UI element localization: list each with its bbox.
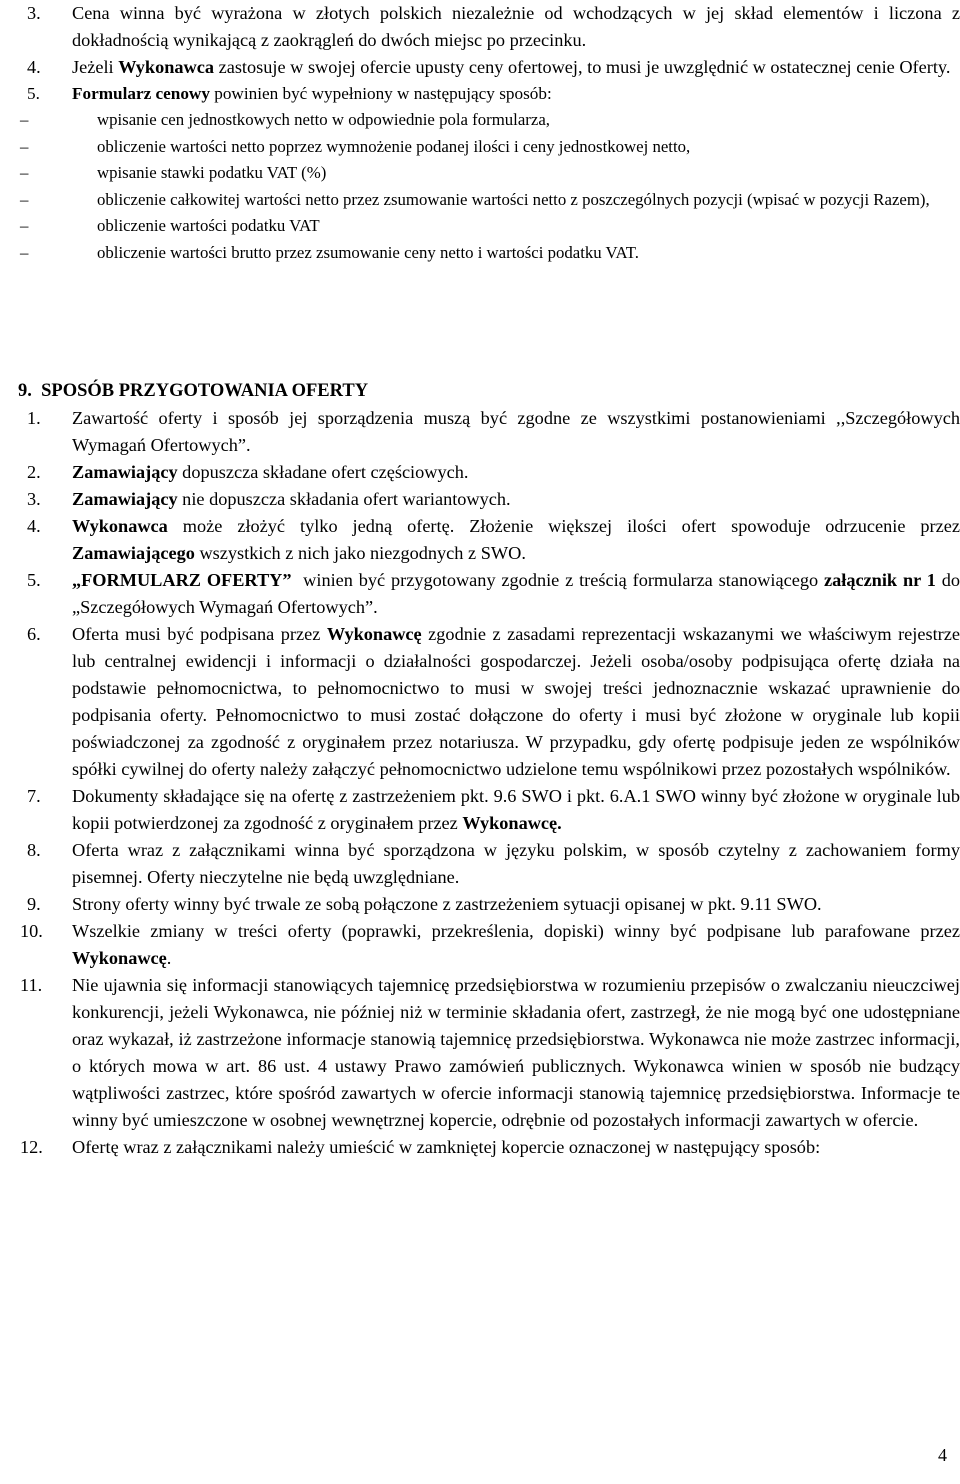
item-number: 1. [27, 408, 41, 428]
item-number: 7. [27, 786, 41, 806]
item-number: 5. [27, 84, 40, 103]
list-item-9-2 [27, 459, 960, 486]
dash-item [20, 240, 960, 267]
item-number: 12. [20, 1137, 43, 1157]
list-item-9-7 [27, 783, 960, 837]
item-number: 10. [20, 921, 43, 941]
item-number: 4. [27, 57, 41, 77]
dash-item [20, 134, 960, 161]
list-item-9-4 [27, 513, 960, 567]
section-heading: 9. SPOSÓB PRZYGOTOWANIA OFERTY [18, 381, 369, 401]
list-item-9-11 [20, 972, 960, 1134]
item-text: Cena winna być wyrażona w złotych polskich niezależnie od wchodzących w jej skład elementów i liczona z dokładnością wynikającą z zaokrągleń do dwóch miejsc po przecinku. [72, 3, 960, 50]
item-text: Ofertę wraz z załącznikami należy umieścić w zamkniętej kopercie oznaczonej w następujący sposób: [72, 1137, 821, 1157]
dash-text: obliczenie całkowitej wartości netto przez zsumowanie wartości netto z poszczególnych pozycji (wpisać w pozycji Razem), [97, 189, 930, 209]
dash-text: obliczenie wartości netto poprzez wymnożenie podanej ilości i ceny jednostkowej netto, [97, 136, 691, 156]
dash-marker: – [20, 242, 29, 262]
item-text: Oferta wraz z załącznikami winna być sporządzona w języku polskim, w sposób czytelny z zachowaniem formy pisemnej. Oferty nieczytelne nie będą uwzględniane. [72, 840, 960, 887]
item-text: Oferta musi być podpisana przez [72, 624, 327, 644]
section-8-continued [0, 0, 960, 266]
item-number: 2. [27, 462, 41, 482]
list-item-8-4 [27, 54, 960, 81]
dash-marker: – [20, 110, 29, 129]
list-item-9-3 [27, 486, 960, 513]
item-text: może złożyć tylko jedną ofertę. Złożenie większej ilości ofert spowoduje odrzucenie przez [167, 516, 960, 536]
list-item-9-5 [27, 567, 960, 621]
item-text: nie dopuszcza składania ofert wariantowych. [177, 489, 511, 509]
item-bold-text: załącznik nr 1 [823, 570, 936, 590]
item-bold-text: „FORMULARZ OFERTY” [72, 570, 292, 590]
item-number: 8. [27, 840, 41, 860]
item-bold-text: Wykonawcę [72, 948, 167, 968]
item-text: Wszelkie zmiany w treści oferty (poprawki, przekreślenia, dopiski) winny być podpisane lub parafowane przez [72, 921, 960, 941]
item-number: 9. [27, 894, 41, 914]
item-text: Zawartość oferty i sposób jej sporządzenia muszą być zgodne ze wszystkimi postanowieniami ,,Szczegółowych Wymagań Ofertowych”. [72, 408, 960, 455]
item-text: zgodnie z zasadami reprezentacji wskazanymi we właściwym rejestrze lub centralnej ewidencji i informacji o działalności gospodarczej. Jeżeli osoba/osoby podpisująca ofertę działa na podstawie pełnomocnictwa, to pełnomocnictwo to musi w swojej treści jednoznacznie wskazać uprawnienie do podpisania oferty. Pełnomocnictwo to musi zostać dołączone do oferty i musi być złożone w oryginale lub kopii poświadczonej za zgodność z oryginałem przez notariusza. W przypadku, gdy ofertę podpisuje jeden ze wspólników spółki cywilnej do oferty należy załączyć pełnomocnictwo udzielone temu wspólnikowi przez pozostałych wspólników. [72, 624, 960, 779]
item-number: 11. [20, 975, 43, 995]
item-number: 3. [27, 489, 41, 509]
item-text: wszystkich z nich jako niezgodnych z SWO. [194, 543, 526, 563]
item-number: 5. [27, 570, 41, 590]
item-number: 4. [27, 516, 41, 536]
list-item-9-8 [27, 837, 960, 891]
item-text: Nie ujawnia się informacji stanowiących tajemnicę przedsiębiorstwa w rozumieniu przepisów o zwalczaniu nieuczciwej konkurencji, jeżeli Wykonawca, nie później niż w terminie składania ofert, zastrzegł, że nie mogą być one udostępniane oraz wykazał, iż zastrzeżone informacje stanowią tajemnicę przedsiębiorstwa. Wykonawca nie może zastrzec informacji, o których mowa w art. 86 ust. 4 ustawy Prawo zamówień publicznych. Wykonawca winien w sposób nie budzący wątpliwości zastrzec, które spośród zawartych w ofercie informacji stanowią tajemnicę przedsiębiorstwa. Informacje te winny być umieszczone w osobnej wewnętrznej kopercie, odrębnie od pozostałych informacji zawartych w ofercie. [72, 975, 960, 1130]
dash-marker: – [20, 189, 29, 209]
item-text: . [166, 948, 172, 968]
item-number: 3. [27, 3, 41, 23]
section-9 [0, 378, 960, 1161]
list-item-9-12 [20, 1134, 960, 1161]
dash-marker: – [20, 163, 29, 182]
dash-item [20, 160, 960, 187]
item-bold-text: Wykonawcę [326, 624, 422, 644]
dash-marker: – [20, 216, 29, 235]
item-number: 6. [27, 624, 41, 644]
item-text: dopuszcza składane ofert częściowych. [177, 462, 469, 482]
dash-item [20, 213, 960, 240]
list-item-8-5 [27, 81, 960, 107]
dash-text: obliczenie wartości podatku VAT [97, 216, 320, 235]
item-bold-text: Zamawiającego [72, 543, 195, 563]
item-text: Jeżeli [72, 57, 119, 77]
item-text: Dokumenty składające się na ofertę z zastrzeżeniem pkt. 9.6 SWO i pkt. 6.A.1 SWO winny być złożone w oryginale lub kopii potwierdzonej za zgodność z oryginałem przez [72, 786, 960, 833]
item-bold-text: Wykonawca [72, 516, 168, 536]
item-text: winien być przygotowany zgodnie z treścią formularza stanowiącego [291, 570, 824, 590]
item-bold-text: Wykonawca [118, 57, 215, 77]
item-text: do „Szczegółowych Wymagań Ofertowych”. [72, 570, 960, 617]
list-item-9-1 [27, 405, 960, 459]
dash-text: obliczenie wartości brutto przez zsumowanie ceny netto i wartości podatku VAT. [97, 242, 639, 262]
item-bold-text: Wykonawcę. [462, 813, 562, 833]
list-item-8-3 [27, 0, 960, 54]
list-item-9-10 [20, 918, 960, 972]
item-bold-text: Zamawiający [72, 489, 178, 509]
item-text: Strony oferty winny być trwale ze sobą połączone z zastrzeżeniem sytuacji opisanej w pkt. 9.11 SWO. [72, 894, 822, 914]
page-number: 4 [938, 1445, 947, 1465]
dash-text: wpisanie stawki podatku VAT (%) [97, 163, 327, 182]
list-item-9-9 [27, 891, 960, 918]
dash-marker: – [20, 136, 29, 156]
dash-item [20, 107, 960, 134]
item-bold-text: Formularz cenowy [72, 84, 210, 103]
list-item-9-6 [27, 621, 960, 783]
item-bold-text: Zamawiający [72, 462, 178, 482]
dash-item [20, 187, 960, 214]
dash-text: wpisanie cen jednostkowych netto w odpowiednie pola formularza, [97, 110, 550, 129]
item-text: zastosuje w swojej ofercie upusty ceny ofertowej, to musi je uwzględnić w ostatecznej cenie Oferty. [214, 57, 951, 77]
item-text: powinien być wypełniony w następujący sposób: [209, 84, 552, 103]
